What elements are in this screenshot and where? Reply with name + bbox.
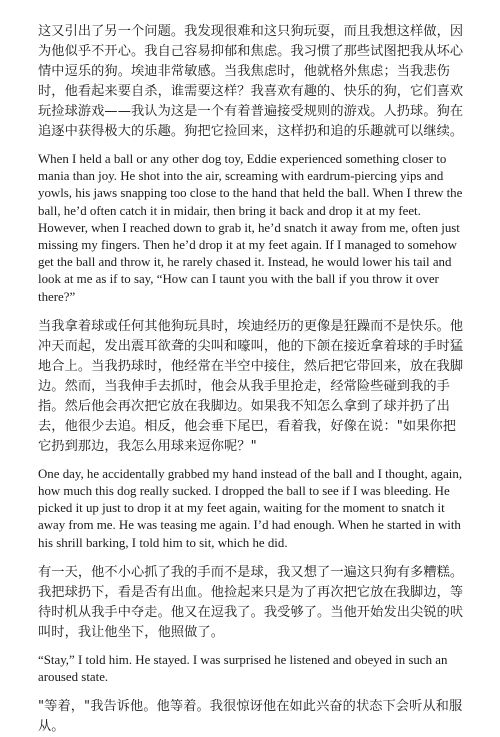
paragraph-english-1: When I held a ball or any other dog toy, Eddie experienced something closer to mania than joy. He shot into the air, screaming with eardrum-piercing yips and yowls, his jaws snapping too close to the hand that held the ball. When I threw the ball, he’d often catch it in midair, then bring it back and drop it at my feet. However, when I reached down to grab it, he’d snatch it away from me, often just missing my fingers. Then he’d drop it at my feet again. If I managed to somehow get the ball and throw it, he rarely chased it. Instead, he would lower his tail and look at me as if to say, “How can I taunt you with the ball if you throw it over there?” <box>38 152 463 304</box>
paragraph-chinese-2: 当我拿着球或任何其他狗玩具时，埃迪经历的更像是狂躁而不是快乐。他冲天而起，发出震耳欲聋的尖叫和嚎叫，他的下颌在接近拿着球的手时猛地合上。当我扔球时，他经常在半空中接住，然后把它带回来，放在我脚边。然而，当我伸手去抓时，他会从我手里抢走，经常险些碰到我的手指。然后他会再次把它放在我脚边。如果我不知怎么拿到了球并扔了出去，他很少去追。相反，他会垂下尾巴，看着我，好像在说："如果你把它扔到那边，我怎么用球来逗你呢？" <box>38 318 464 454</box>
paragraph-chinese-4: "等着，"我告诉他。他等着。我很惊讶他在如此兴奋的状态下会听从和服从。 <box>38 699 463 735</box>
paragraph-chinese-3: 有一天，他不小心抓了我的手而不是球，我又想了一遍这只狗有多糟糕。我把球扔下，看是否有出血。他捡起来只是为了再次把它放在我脚边，等待时机从我手中夺走。他又在逗我了。我受够了。当他开始发出尖锐的吠叫时，我让他坐下，他照做了。 <box>38 564 464 640</box>
document-page <box>38 22 468 737</box>
paragraph-chinese-1: 这又引出了另一个问题。我发现很难和这只狗玩耍，而且我想这样做，因为他似乎不开心。我自己容易抑郁和焦虑。我习惯了那些试图把我从坏心情中逗乐的狗。埃迪非常敏感。当我焦虑时，他就格外焦虑；当我悲伤时，他看起来要自杀，谁需要这样？我喜欢有趣的、快乐的狗，它们喜欢玩捡球游戏——我认为这是一个有着普遍接受规则的游戏。人扔球。狗在追逐中获得极大的乐趣。狗把它捡回来，这样扔和追的乐趣就可以继续。 <box>38 24 464 139</box>
paragraph-english-3: “Stay,” I told him. He stayed. I was surprised he listened and obeyed in such an aroused state. <box>38 652 448 685</box>
paragraph-english-2: One day, he accidentally grabbed my hand instead of the ball and I thought, again, how much this dog really sucked. I dropped the ball to see if I was bleeding. He picked it up just to drop it at my feet again, waiting for the moment to snatch it away from me. He was teasing me again. I’d had enough. When he started in with his shrill barking, I told him to sit, which he did. <box>38 466 463 550</box>
